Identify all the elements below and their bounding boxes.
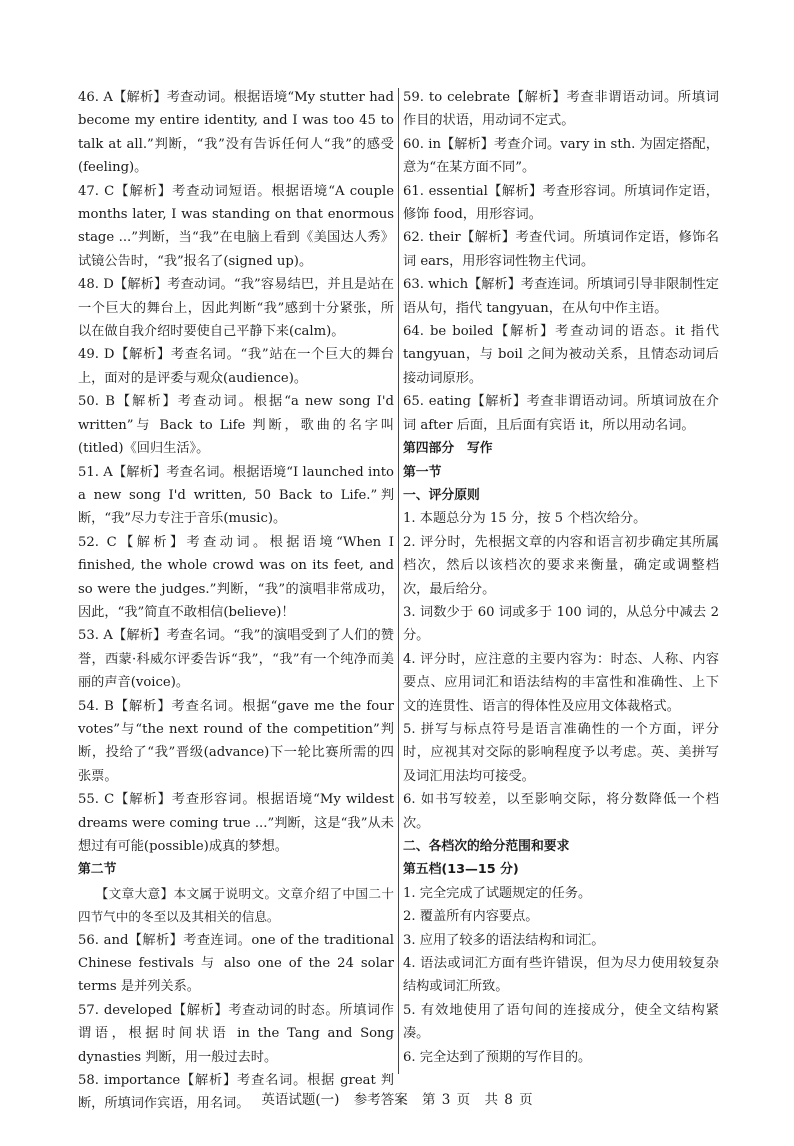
answer-item: 64. be boiled【解析】考查动词的语态。it 指代 tangyuan，与 boil 之间为被动关系，且情态动词后接动词原形。 (403, 324, 719, 386)
answer-item: 59. to celebrate【解析】考查非谓语动词。所填词作目的状语，用动词不定式。 (403, 90, 719, 129)
answer-item: 2. 评分时，先根据文章的内容和语言初步确定其所属档次，然后以该档次的要求来衡量，确定或调整档次，最后给分。 (403, 534, 719, 597)
answer-item: 46. A【解析】考查动词。根据语境“My stutter had become my entire identity, and I was too 45 to talk at all.”判断，“我”没有告诉任何人“我”的感受(feeling)。 (78, 90, 394, 176)
answer-item: 55. C【解析】考查形容词。根据语境“My wildest dreams were coming true ...”判断，这是“我”从未想过有可能(possible)成真的梦想。 (78, 792, 394, 854)
section-heading: 第二节 (78, 862, 117, 878)
left-column (78, 86, 394, 1116)
answer-item: 49. D【解析】考查名词。“我”站在一个巨大的舞台上，面对的是评委与观众(audience)。 (78, 347, 394, 386)
answer-item: 5. 有效地使用了语句间的连接成分，使全文结构紧凑。 (403, 1002, 719, 1042)
footer-total: 共 8 页 (484, 1092, 533, 1108)
answer-item: 4. 语法或词汇方面有些许错误，但为尽力使用较复杂结构或词汇所致。 (403, 956, 719, 995)
answer-item: 1. 本题总分为 15 分，按 5 个档次给分。 (403, 511, 647, 527)
footer-page: 第 3 页 (422, 1092, 471, 1108)
answer-item: 65. eating【解析】考查非谓语动词。所填词放在介词 after 后面，且后面有宾语 it，所以用动名词。 (403, 394, 719, 433)
answer-item: 5. 拼写与标点符号是语言准确性的一个方面，评分时，应视其对交际的影响程度予以考虑。英、美拼写及词汇用法均可接受。 (403, 721, 719, 784)
answer-item: 58. importance【解析】考查名词。根据 great 判断，所填词作宾语，用名词。 (78, 1073, 394, 1112)
answer-item: 48. D【解析】考查动词。“我”容易结巴，并且是站在一个巨大的舞台上，因此判断“我”感到十分紧张，所以在做自我介绍时要使自己平静下来(calm)。 (78, 277, 394, 340)
column-divider (398, 88, 399, 1074)
footer-subject: 英语试题(一) (261, 1092, 340, 1108)
answer-item: 3. 应用了较多的语法结构和词汇。 (403, 932, 605, 948)
right-column (403, 86, 719, 1069)
section-heading: 第一节 (403, 464, 442, 480)
answer-item: 54. B【解析】考查名词。根据“gave me the four votes”与“the next round of the competition”判断，投给了“我”晋级(advance)下一轮比赛所需的四张票。 (78, 698, 394, 784)
section-heading: 第五档(13—15 分) (403, 862, 519, 878)
answer-item: 6. 完全达到了预期的写作目的。 (403, 1049, 592, 1065)
section-heading: 二、各档次的给分范围和要求 (403, 839, 570, 854)
answer-item: 47. C【解析】考查动词短语。根据语境“A couple months later, I was standing on that enormous stage ...”判断，当“我”在电脑上看到《美国达人秀》试镜公告时，“我”报名了(signed up)。 (78, 183, 394, 269)
section-heading: 一、评分原则 (403, 487, 480, 503)
article-summary: 【文章大意】本文属于说明文。文章介绍了中国二十四节气中的冬至以及其相关的信息。 (78, 885, 394, 925)
answer-item: 50. B【解析】考查动词。根据“a new song I'd written”与 Back to Life 判断，歌曲的名字叫(titled)《回归生活》。 (78, 394, 394, 457)
answer-item: 52. C【解析】考查动词。根据语境“When I finished, the whole crowd was on its feet, and so were the judges.”判断，“我”的演唱非常成功，因此，“我”简直不敢相信(believe)！ (78, 534, 394, 620)
answer-item: 6. 如书写较差，以至影响交际，将分数降低一个档次。 (403, 792, 719, 831)
page-footer (0, 1088, 794, 1108)
answer-item: 56. and【解析】考查连词。one of the traditional Chinese festivals 与 also one of the 24 solar terms 是并列关系。 (78, 932, 394, 995)
section-heading: 第四部分 写作 (403, 441, 493, 457)
answer-item: 62. their【解析】考查代词。所填词作定语，修饰名词 ears，用形容词性物主代词。 (403, 230, 719, 269)
footer-label: 参考答案 (353, 1092, 408, 1108)
answer-item: 1. 完全完成了试题规定的任务。 (403, 885, 592, 901)
answer-item: 3. 词数少于 60 词或多于 100 词的，从总分中减去 2 分。 (403, 604, 719, 644)
answer-item: 51. A【解析】考查名词。根据语境“I launched into a new song I'd written, 50 Back to Life.”判断，“我”尽力专注于音乐(music)。 (78, 464, 394, 527)
answer-item: 53. A【解析】考查名词。“我”的演唱受到了人们的赞誉，西蒙·科威尔评委告诉“我”，“我”有一个纯净而美丽的声音(voice)。 (78, 628, 394, 691)
answer-item: 61. essential【解析】考查形容词。所填词作定语，修饰 food，用形容词。 (403, 183, 719, 223)
answer-item: 63. which【解析】考查连词。所填词引导非限制性定语从句，指代 tangyuan，在从句中作主语。 (403, 277, 719, 316)
answer-item: 2. 覆盖所有内容要点。 (403, 909, 539, 925)
answer-item: 4. 评分时，应注意的主要内容为：时态、人称、内容要点、应用词汇和语法结构的丰富性和准确性、上下文的连贯性、语言的得体性及应用文体裁格式。 (403, 651, 719, 714)
answer-item: 57. developed【解析】考查动词的时态。所填词作谓语，根据时间状语 in the Tang and Song dynasties 判断，用一般过去时。 (78, 1002, 394, 1065)
answer-item: 60. in【解析】考查介词。vary in sth. 为固定搭配，意为“在某方面不同”。 (403, 136, 719, 176)
